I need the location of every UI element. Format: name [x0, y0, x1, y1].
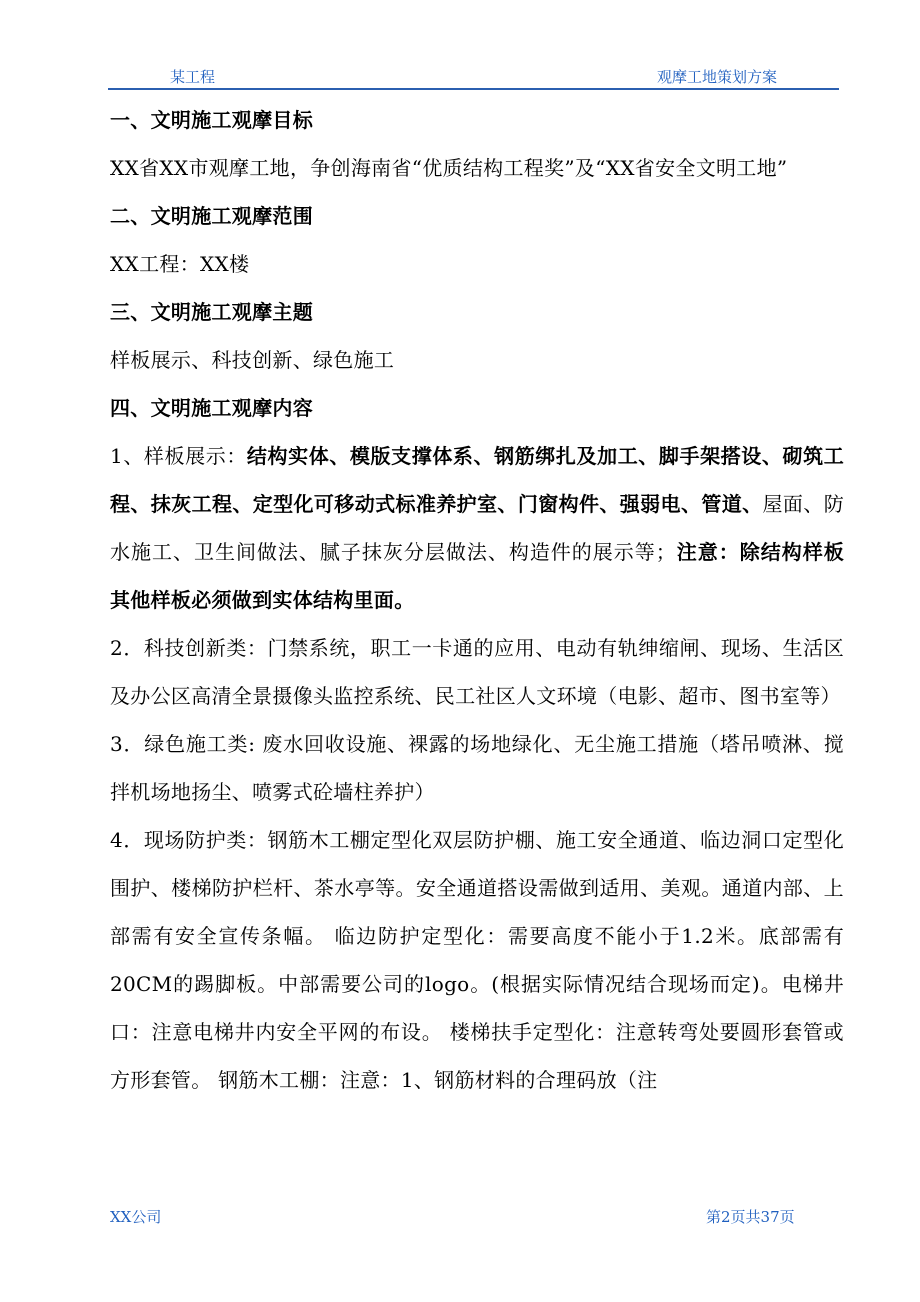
item-1-note: 注意：除结构样板 其他样板必须做到实体结构里面。: [110, 540, 844, 612]
item-3-paragraph: 3．绿色施工类: 废水回收设施、裸露的场地绿化、无尘施工措施（塔吊喷淋、搅拌机场地扬尘、喷雾式砼墙柱养护）: [110, 732, 844, 804]
section-1-title: 一、文明施工观摩目标: [110, 108, 313, 132]
header-project-name: 某工程: [170, 68, 216, 86]
section-3-title: 三、文明施工观摩主题: [110, 300, 313, 324]
header-document-title: 观摩工地策划方案: [656, 68, 777, 86]
item-4-paragraph: 4．现场防护类：钢筋木工棚定型化双层防护棚、施工安全通道、临边洞口定型化围护、楼梯防护栏杆、茶水亭等。安全通道搭设需做到适用、美观。通道内部、上部需有安全宣传条幅。 临边防护定型化：需要高度不能小于1.2米。底部需有20CM的踢脚板。中部需要公司的logo。(根据实际情况结合现场而定)。电梯井口：注意电梯井内安全平网的布设。 楼梯扶手定型化：注意转弯处要圆形套管或方形套管。 钢筋木工棚：注意：1、钢筋材料的合理码放（注: [110, 828, 844, 1092]
item-1-normal-list: 屋面、防水施工、卫生间做法、腻子抹灰分层做法、构造件的展示等；: [110, 492, 844, 564]
footer-company: XX公司: [110, 1208, 162, 1226]
page-header: [108, 64, 839, 90]
item-2-paragraph: 2．科技创新类：门禁系统，职工一卡通的应用、电动有轨绅缩闸、现场、生活区及办公区高清全景摄像头监控系统、民工社区人文环境（电影、超市、图书室等）: [110, 636, 844, 708]
document-body: [110, 96, 844, 1104]
item-1-paragraph: [110, 432, 844, 624]
item-1-bold-list: 结构实体、模版支撑体系、钢筋绑扎及加工、脚手架搭设、砌筑工程、抹灰工程、定型化可移动式标准养护室、门窗构件、强弱电、管道、: [110, 444, 844, 516]
section-2-body: XX工程：XX楼: [110, 252, 250, 276]
section-2-title: 二、文明施工观摩范围: [110, 204, 313, 228]
section-3-body: 样板展示、科技创新、绿色施工: [110, 348, 395, 372]
section-4-title: 四、文明施工观摩内容: [110, 396, 313, 420]
footer-page-number: 第2页共37页: [706, 1208, 795, 1226]
item-1-prefix: 1、样板展示：: [110, 444, 247, 468]
section-1-body: XX省XX市观摩工地，争创海南省“优质结构工程奖”及“XX省安全文明工地”: [110, 156, 788, 180]
